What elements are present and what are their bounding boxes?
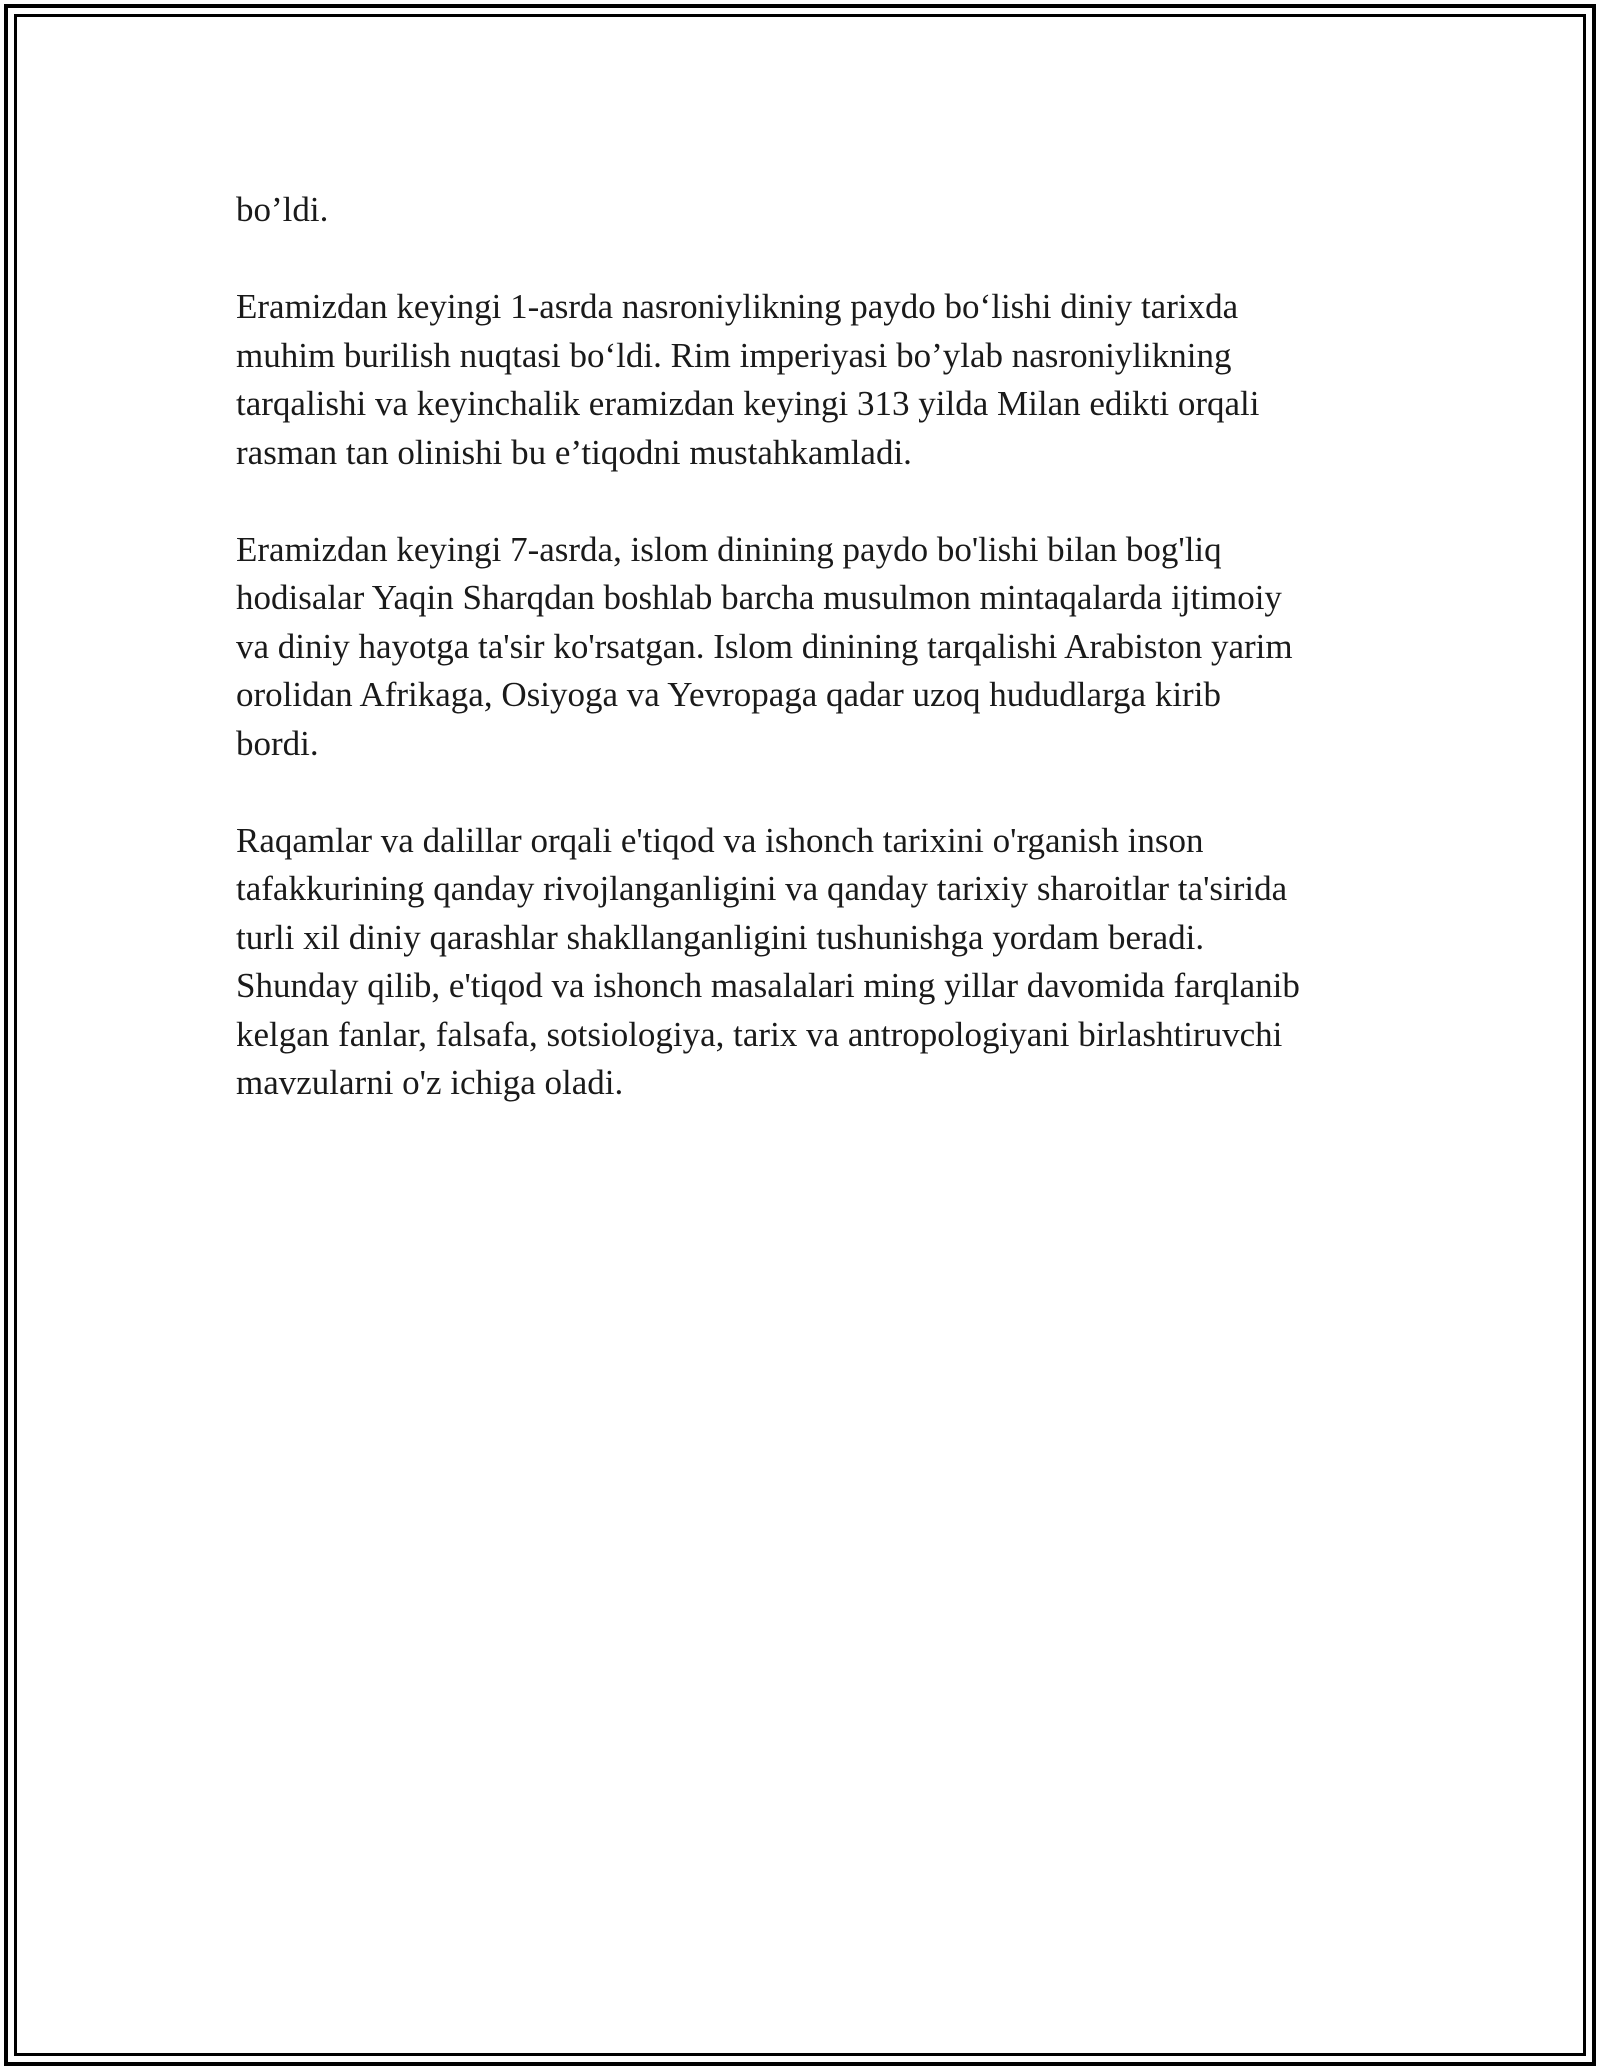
paragraph-3: Eramizdan keyingi 7-asrda, islom dinining paydo bo'lishi bilan bog'liq hodisalar Yaqin Sharqdan boshlab barcha musulmon mintaqalarda ijtimoiy va diniy hayotga ta'sir ko'rsatgan. Islom dinining tarqalishi Arabiston yarim orolidan Afrikaga, Osiyoga va Yevropaga qadar uzoq hududlarga kirib bordi. [236,529,1293,763]
paragraph-1: bo’ldi. [236,190,329,229]
paragraph-4: Raqamlar va dalillar orqali e'tiqod va ishonch tarixini o'rganish inson tafakkurining qanday rivojlanganligini va qanday tarixiy sharoitlar ta'sirida turli xil diniy qarashlar shakllanganligini tushunishga yordam beradi. Shunday qilib, e'tiqod va ishonch masalalari ming yillar davomida farqlanib kelgan fanlar, falsafa, sotsiologiya, tarix va antropologiyani birlashtiruvchi mavzularni o'z ichiga oladi. [236,820,1300,1102]
paragraph-2: Eramizdan keyingi 1-asrda nasroniylikning paydo bo‘lishi diniy tarixda muhim burilish nuqtasi bo‘ldi. Rim imperiyasi bo’ylab nasroniylikning tarqalishi va keyinchalik eramizdan keyingi 313 yilda Milan edikti orqali rasman tan olinishi bu e’tiqodni mustahkamladi. [236,287,1260,472]
document-body [236,186,1366,1156]
